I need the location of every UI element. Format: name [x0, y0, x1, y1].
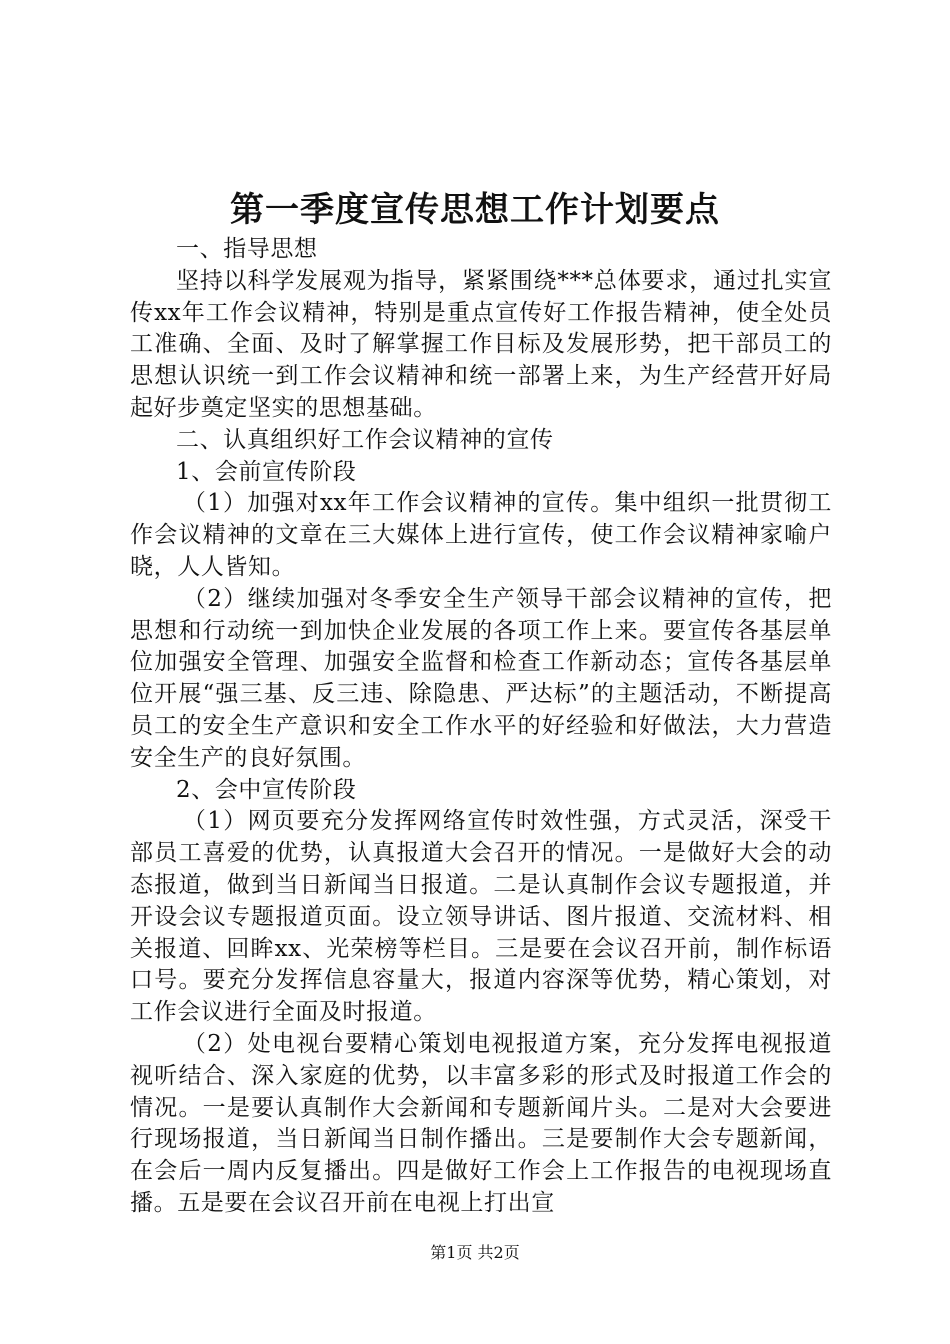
- section-heading-guiding-thought: 一、指导思想: [176, 236, 318, 262]
- paragraph-pre-conference-1: （1）加强对xx年工作会议精神的宣传。集中组织一批贯彻工作会议精神的文章在三大媒体上进行宣传，使工作会议精神家喻户晓，人人皆知。: [130, 490, 832, 580]
- page-title: 第一季度宣传思想工作计划要点: [230, 190, 720, 230]
- document-body: [130, 234, 832, 1220]
- subheading-mid-conference: 2、会中宣传阶段: [176, 776, 357, 803]
- section-heading-conference-publicity: 二、认真组织好工作会议精神的宣传: [176, 426, 554, 453]
- paragraph-mid-conference-2: （2）处电视台要精心策划电视报道方案，充分发挥电视报道视听结合、深入家庭的优势，以丰富多彩的形式及时报道工作会的情况。一是要认真制作大会新闻和专题新闻片头。二是对大会要进行现场报道，当日新闻当日制作播出。三是要制作大会专题新闻，在会后一周内反复播出。四是做好工作会上工作报告的电视现场直播。五是要在会议召开前在电视上打出宣: [130, 1030, 832, 1216]
- paragraph-guiding-thought: 坚持以科学发展观为指导，紧紧围绕***总体要求，通过扎实宣传xx年工作会议精神，特别是重点宣传好工作报告精神，使全处员工准确、全面、及时了解掌握工作目标及发展形势，把干部员工的思想认识统一到工作会议精神和统一部署上来，为生产经营开好局起好步奠定坚实的思想基础。: [130, 267, 832, 421]
- paragraph-mid-conference-1: （1）网页要充分发挥网络宣传时效性强，方式灵活，深受干部员工喜爱的优势，认真报道大会召开的情况。一是做好大会的动态报道，做到当日新闻当日报道。二是认真制作会议专题报道，并开设会议专题报道页面。设立领导讲话、图片报道、交流材料、相关报道、回眸xx、光荣榜等栏目。三是要在会议召开前，制作标语口号。要充分发挥信息容量大，报道内容深等优势，精心策划，对工作会议进行全面及时报道。: [130, 808, 832, 1026]
- subheading-pre-conference: 1、会前宣传阶段: [176, 458, 357, 485]
- page-number-footer: 第1页 共2页: [430, 1243, 520, 1262]
- paragraph-pre-conference-2: （2）继续加强对冬季安全生产领导干部会议精神的宣传，把思想和行动统一到加快企业发展的各项工作上来。要宣传各基层单位加强安全管理、加强安全监督和检查工作新动态；宣传各基层单位开展“强三基、反三违、除隐患、严达标”的主题活动，不断提高员工的安全生产意识和安全工作水平的好经验和好做法，大力营造安全生产的良好氛围。: [130, 585, 832, 771]
